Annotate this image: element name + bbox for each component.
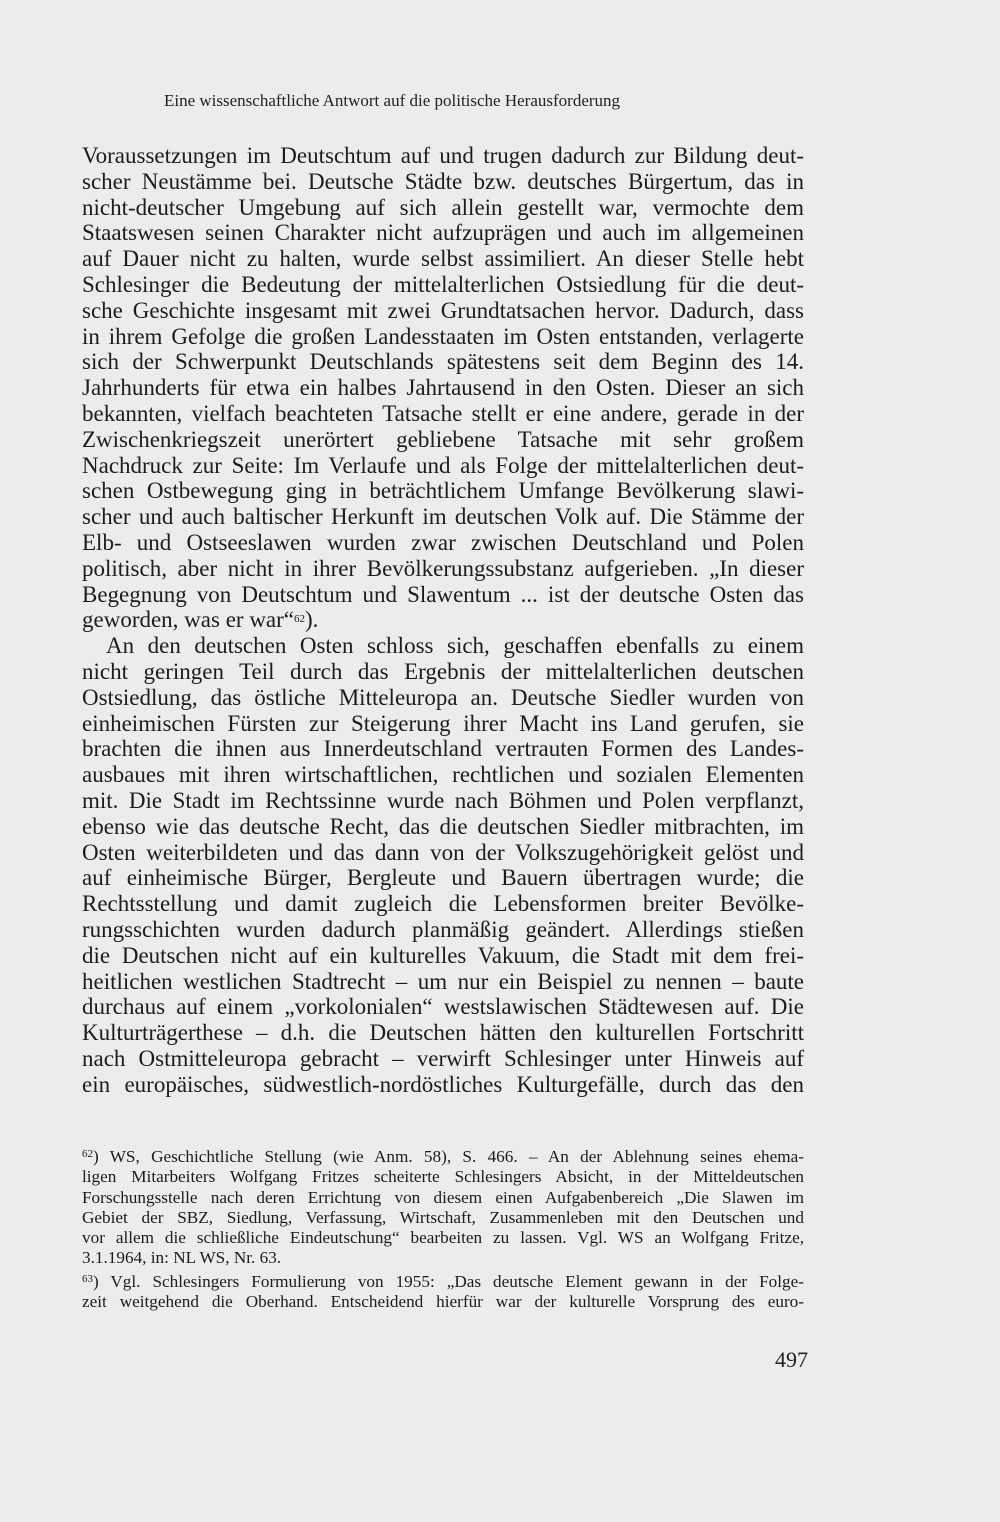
- text-line: Jahrhunderts für etwa ein halbes Jahrtausend in den Osten. Dieser an sich: [82, 375, 804, 401]
- footnote-number: 63: [82, 1272, 93, 1285]
- text-line: Voraussetzungen im Deutschtum auf und trugen dadurch zur Bildung deut-: [82, 143, 804, 168]
- page-number: 497: [775, 1347, 808, 1372]
- text-line: ebenso wie das deutsche Recht, das die deutschen Siedler mitbrachten, im: [82, 813, 804, 839]
- text-line: Osten weiterbildeten und das dann von der Volkszugehörigkeit gelöst und: [82, 839, 804, 865]
- text-line: nicht geringen Teil durch das Ergebnis der mittelalterlichen deutschen: [82, 658, 804, 684]
- text-line: die Deutschen nicht auf ein kulturelles Vakuum, die Stadt mit dem frei-: [82, 942, 804, 968]
- text-line: ein europäisches, südwestlich-nordöstliches Kulturgefälle, durch das den: [82, 1071, 804, 1097]
- footnotes: [82, 1147, 804, 1312]
- text-line: nach Ostmitteleuropa gebracht – verwirft Schlesinger unter Hinweis auf: [82, 1045, 804, 1071]
- text-line: Rechtsstellung und damit zugleich die Lebensformen breiter Bevölke-: [82, 891, 804, 917]
- text-line: nicht-deutscher Umgebung auf sich allein gestellt war, vermochte dem: [82, 194, 804, 220]
- paragraph-1: [82, 143, 804, 633]
- text-line: sich der Schwerpunkt Deutschlands spätestens seit dem Beginn des 14.: [82, 349, 804, 375]
- running-head: Eine wissenschaftliche Antwort auf die politische Herausforderung: [164, 91, 621, 110]
- text-line: scher und auch baltischer Herkunft im deutschen Volk auf. Die Stämme der: [82, 504, 804, 530]
- text-line: Staatswesen seinen Charakter nicht aufzuprägen und auch im allgemeinen: [82, 220, 804, 246]
- footnote-line: [82, 1272, 804, 1292]
- footnote-62: [82, 1147, 804, 1269]
- text-line: scher Neustämme bei. Deutsche Städte bzw. deutsches Bürgertum, das in: [82, 168, 804, 194]
- footnote-line: ligen Mitarbeiters Wolfgang Fritzes scheiterte Schlesingers Absicht, in der Mitteldeutschen: [82, 1167, 804, 1187]
- footnote-text: ) WS, Geschichtliche Stellung (wie Anm. 58), S. 466. – An der Ablehnung seines ehema-: [93, 1147, 804, 1166]
- footnote-line: Gebiet der SBZ, Siedlung, Verfassung, Wirtschaft, Zusammenleben mit den Deutschen und: [82, 1207, 804, 1227]
- text-line: politisch, aber nicht in ihrer Bevölkerungssubstanz aufgerieben. „In dieser: [82, 555, 804, 581]
- text-line: einheimischen Fürsten zur Steigerung ihrer Macht ins Land gerufen, sie: [82, 710, 804, 736]
- text-line: brachten die ihnen aus Innerdeutschland vertrauten Formen des Landes-: [82, 736, 804, 762]
- text-line: auf Dauer nicht zu halten, wurde selbst assimiliert. An dieser Stelle hebt: [82, 246, 804, 272]
- footnote-text: ) Vgl. Schlesingers Formulierung von 1955: „Das deutsche Element gewann in der Folge-: [93, 1271, 804, 1291]
- text-fragment: ).: [305, 607, 319, 633]
- footnote-line: zeit weitgehend die Oberhand. Entscheidend hierfür war der kulturelle Vorsprung des euro-: [82, 1292, 804, 1312]
- footnote-line: Forschungsstelle nach deren Errichtung von diesem einen Aufgabenbereich „Die Slawen im: [82, 1187, 804, 1207]
- text-line: durchaus auf einem „vorkolonialen“ westslawischen Städtewesen auf. Die: [82, 994, 804, 1020]
- body-text: [82, 143, 804, 1097]
- text-line: Schlesinger die Bedeutung der mittelalterlichen Ostsiedlung für die deut-: [82, 271, 804, 297]
- text-line: ausbaues mit ihren wirtschaftlichen, rechtlichen und sozialen Elementen: [82, 762, 804, 788]
- text-line: schen Ostbewegung ging in beträchtlichem Umfange Bevölkerung slawi-: [82, 478, 804, 504]
- text-line: heitlichen westlichen Stadtrecht – um nur ein Beispiel zu nennen – baute: [82, 968, 804, 994]
- text-line-last: [82, 607, 804, 633]
- text-line: bekannten, vielfach beachteten Tatsache stellt er eine andere, gerade in der: [82, 400, 804, 426]
- footnote-line: vor allem die schließliche Eindeutschung“ bearbeiten zu lassen. Vgl. WS an Wolfgang Fritze,: [82, 1228, 804, 1248]
- footnote-number: 62: [82, 1148, 93, 1160]
- text-line: sche Geschichte insgesamt mit zwei Grundtatsachen hervor. Dadurch, dass: [82, 297, 804, 323]
- text-line: Ostsiedlung, das östliche Mitteleuropa an. Deutsche Siedler wurden von: [82, 684, 804, 710]
- footnote-63: [82, 1272, 804, 1313]
- text-line: auf einheimische Bürger, Bergleute und Bauern übertragen wurde; die: [82, 865, 804, 891]
- text-line: mit. Die Stadt im Rechtssinne wurde nach Böhmen und Polen verpflanzt,: [82, 787, 804, 813]
- text-line: An den deutschen Osten schloss sich, geschaffen ebenfalls zu einem: [106, 633, 804, 659]
- footnote-line: 3.1.1964, in: NL WS, Nr. 63.: [82, 1248, 282, 1268]
- text-fragment: geworden, was er war“: [82, 607, 295, 633]
- text-line: rungsschichten wurden dadurch planmäßig geändert. Allerdings stießen: [82, 916, 804, 942]
- footnote-line: [82, 1147, 804, 1167]
- text-line: Elb- und Ostseeslawen wurden zwar zwischen Deutschland und Polen: [82, 529, 804, 555]
- text-line: Begegnung von Deutschtum und Slawentum ... ist der deutsche Osten das: [82, 581, 804, 607]
- footnote-ref-62[interactable]: 62: [294, 613, 306, 626]
- text-line: in ihrem Gefolge die großen Landesstaaten im Osten entstanden, verlagerte: [82, 323, 804, 349]
- text-line: Nachdruck zur Seite: Im Verlaufe und als Folge der mittelalterlichen deut-: [82, 452, 804, 478]
- text-line: Zwischenkriegszeit unerörtert gebliebene Tatsache mit sehr großem: [82, 426, 804, 452]
- paragraph-2: [82, 633, 804, 1097]
- text-line: Kulturträgerthese – d.h. die Deutschen hätten den kulturellen Fortschritt: [82, 1020, 804, 1046]
